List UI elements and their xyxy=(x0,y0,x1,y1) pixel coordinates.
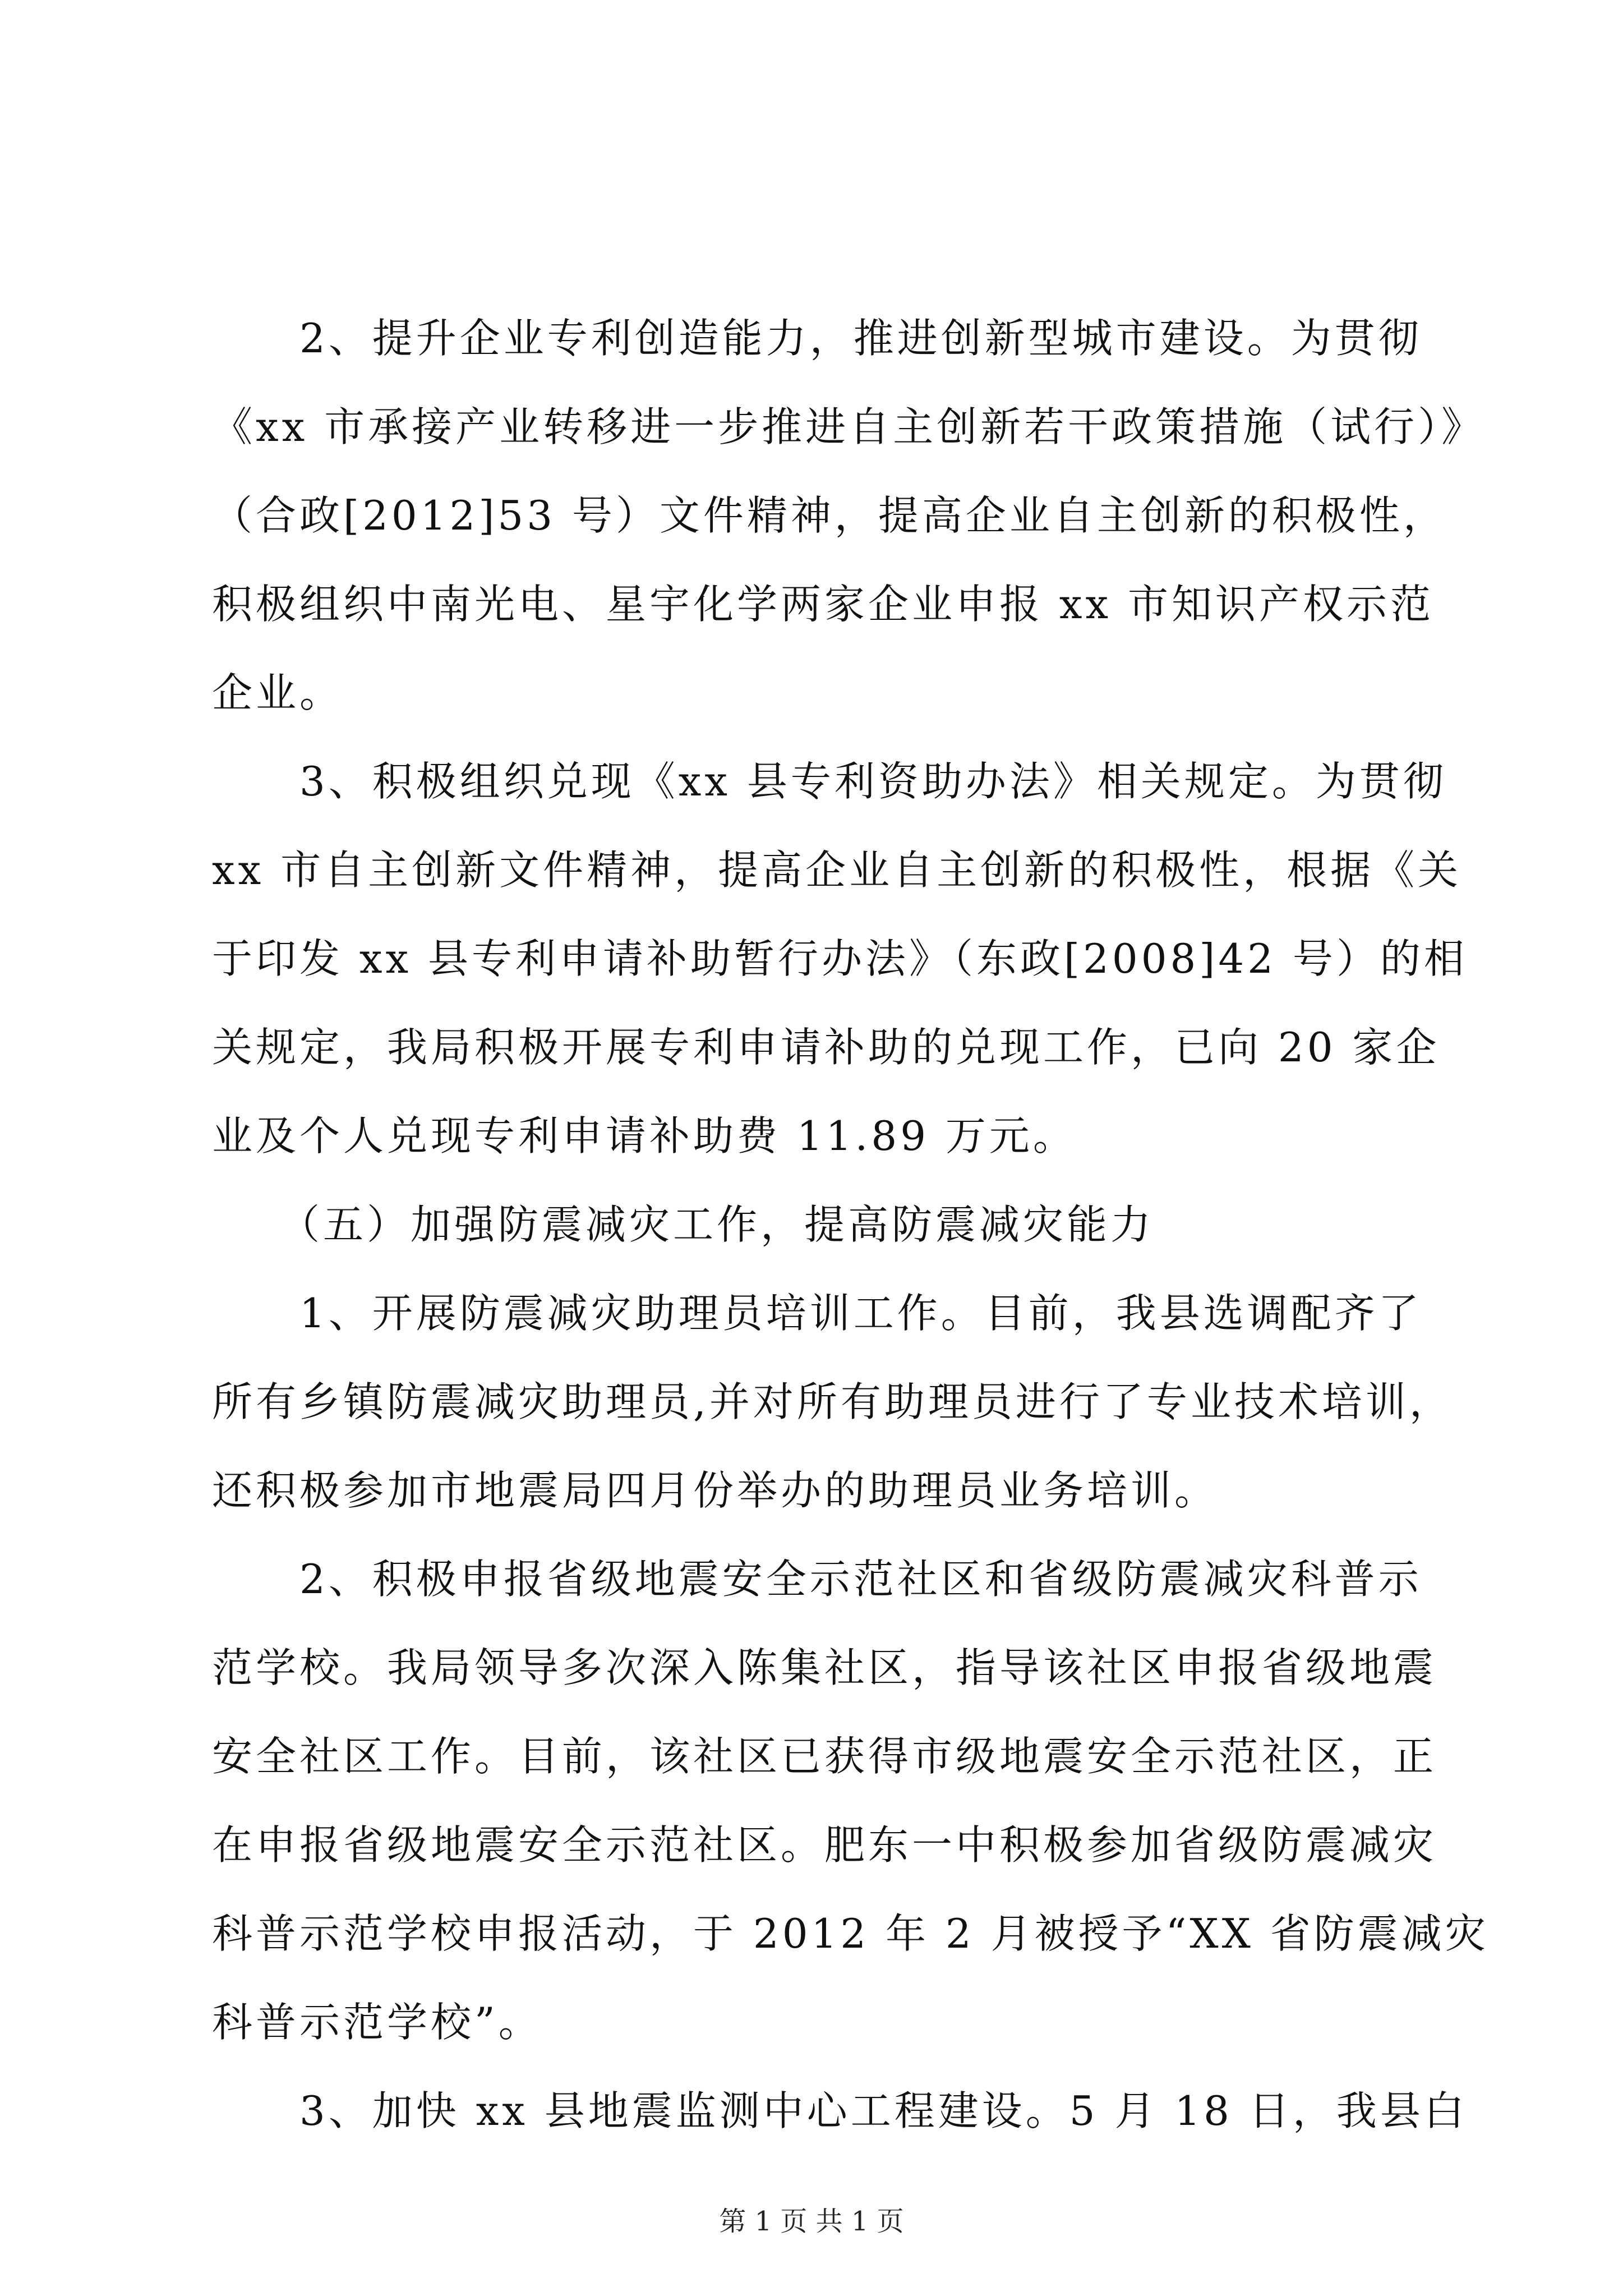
body-text-line: （合政[2012]53 号）文件精神，提高企业自主创新的积极性， xyxy=(212,492,1447,539)
body-text-line: 2、积极申报省级地震安全示范社区和省级防震减灾科普示 xyxy=(212,1556,1422,1603)
body-text-line: 关规定，我局积极开展专利申请补助的兑现工作，已向 20 家企 xyxy=(212,1024,1440,1071)
body-text-line: 3、积极组织兑现《xx 县专利资助办法》相关规定。为贯彻 xyxy=(212,758,1447,805)
body-text-line: 《xx 市承接产业转移进一步推进自主创新若干政策措施（试行）》 xyxy=(212,403,1486,450)
body-text-line: 于印发 xx 县专利申请补助暂行办法》（东政[2008]42 号）的相 xyxy=(212,935,1468,982)
body-text-line: 2、提升企业专利创造能力，推进创新型城市建设。为贯彻 xyxy=(212,315,1422,362)
body-text-line: 科普示范学校”。 xyxy=(212,1999,542,2046)
body-text-line: 安全社区工作。目前，该社区已获得市级地震安全示范社区，正 xyxy=(212,1733,1437,1780)
body-text-line: 还积极参加市地震局四月份举办的助理员业务培训。 xyxy=(212,1467,1219,1514)
body-text-line: 在申报省级地震安全示范社区。肥东一中积极参加省级防震减灾 xyxy=(212,1821,1437,1869)
body-text-line: 所有乡镇防震减灾助理员,并对所有助理员进行了专业技术培训， xyxy=(212,1378,1453,1425)
body-text-line: xx 市自主创新文件精神，提高企业自主创新的积极性，根据《关 xyxy=(212,846,1462,894)
body-text-line: 业及个人兑现专利申请补助费 11.89 万元。 xyxy=(212,1112,1077,1159)
body-text-line: 范学校。我局领导多次深入陈集社区，指导该社区申报省级地震 xyxy=(212,1644,1437,1691)
section-heading: （五）加强防震减灾工作，提高防震减灾能力 xyxy=(212,1201,1155,1248)
body-text-line: 3、加快 xx 县地震监测中心工程建设。5 月 18 日，我县白 xyxy=(212,2087,1468,2134)
page-footer: 第 1 页 共 1 页 xyxy=(719,2206,904,2237)
body-text-line: 1、开展防震减灾助理员培训工作。目前，我县选调配齐了 xyxy=(212,1290,1422,1337)
body-text-line: 科普示范学校申报活动，于 2012 年 2 月被授予“XX 省防震减灾 xyxy=(212,1910,1489,1957)
body-text-line: 企业。 xyxy=(212,669,344,716)
body-text-line: 积极组织中南光电、星宇化学两家企业申报 xx 市知识产权示范 xyxy=(212,581,1434,628)
